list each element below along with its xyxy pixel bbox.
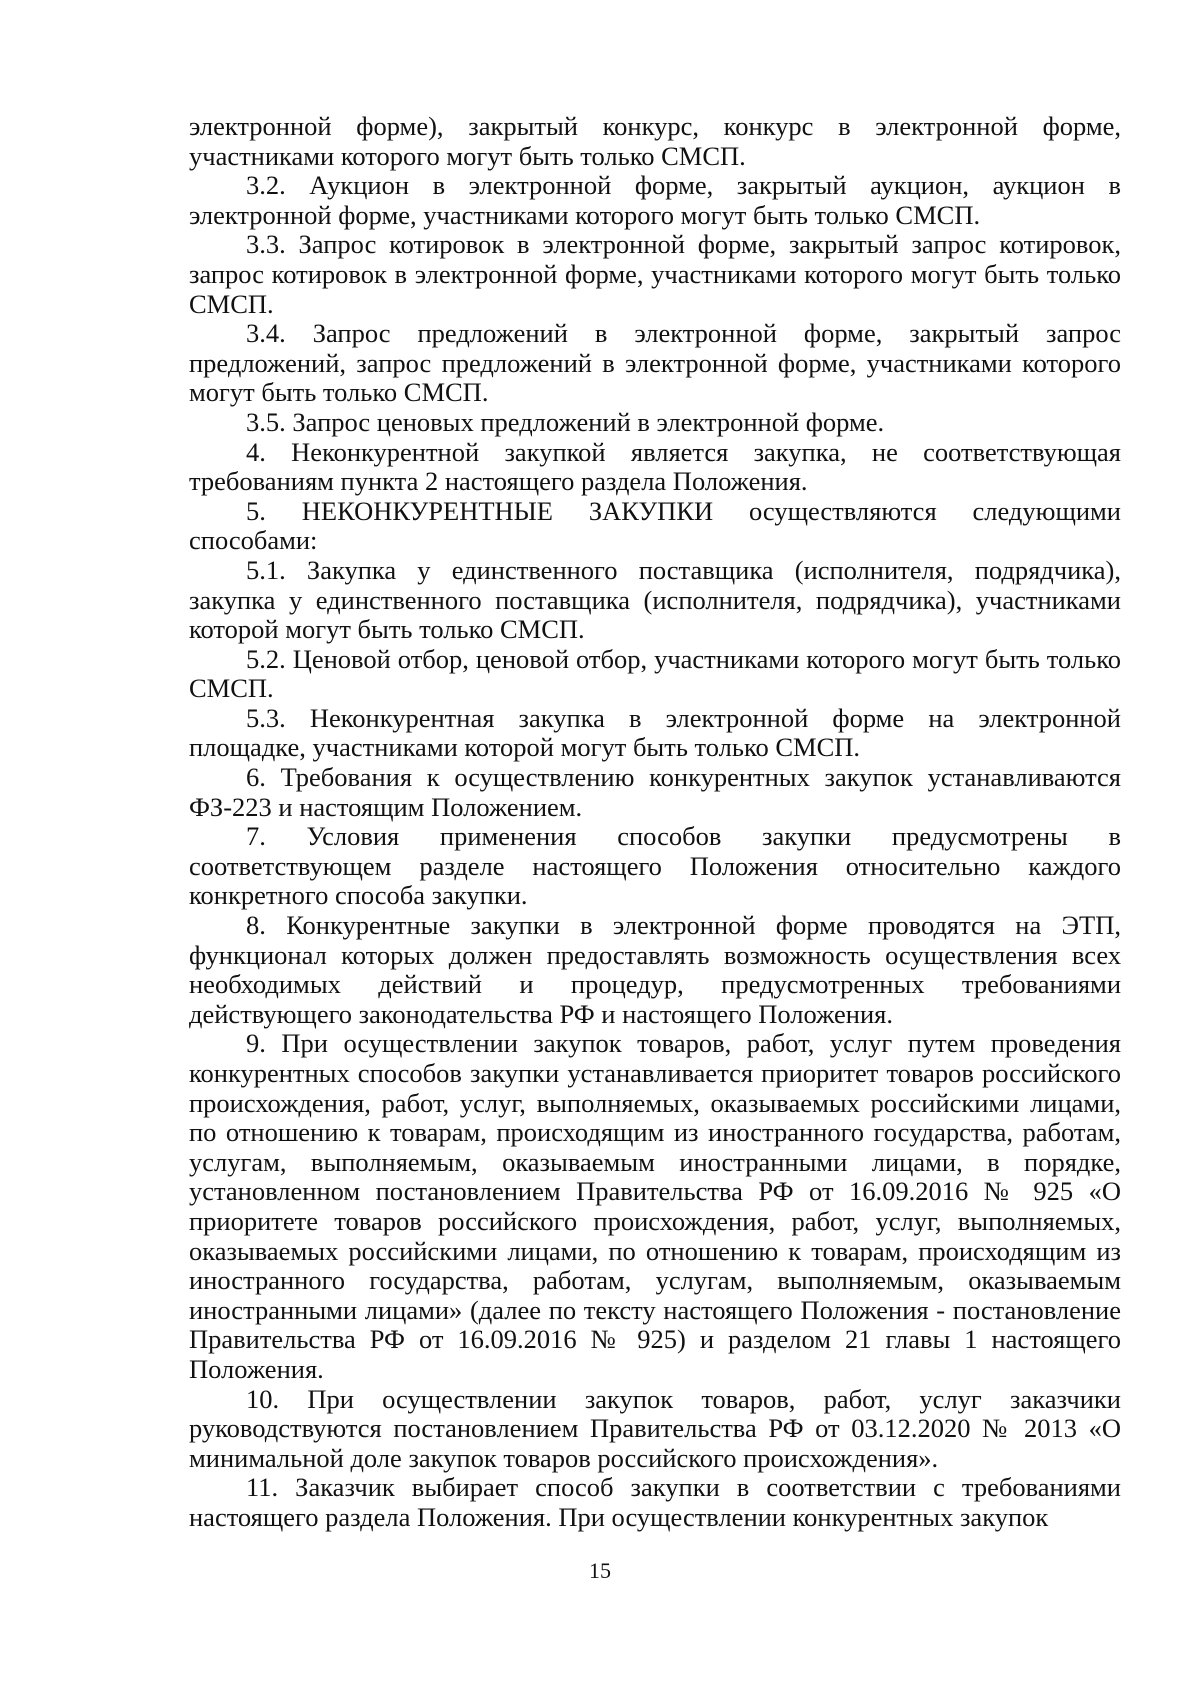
- paragraph-11: 11. Заказчик выбирает способ закупки в соответствии с требованиями настоящего раздела Положения. При осуществлении конкурентных закупок: [189, 1472, 1121, 1532]
- document-page: [189, 112, 1121, 1533]
- paragraph-9: 9. При осуществлении закупок товаров, работ, услуг путем проведения конкурентных способов закупки устанавливается приоритет товаров российского происхождения, работ, услуг, выполняемых, оказываемых российскими лицами, по отношению к товарам, происходящим из иностранного государства, работам, услугам, выполняемым, оказываемым иностранными лицами, в порядке, установленном постановлением Правительства РФ от 16.09.2016 № 925 «О приоритете товаров российского происхождения, работ, услуг, выполняемых, оказываемых российскими лицами, по отношению к товарам, происходящим из иностранного государства, работам, услугам, выполняемым, оказываемым иностранными лицами» (далее по тексту настоящего Положения - постановление Правительства РФ от 16.09.2016 № 925) и разделом 21 главы 1 настоящего Положения.: [189, 1028, 1121, 1384]
- paragraph-continuation: электронной форме), закрытый конкурс, конкурс в электронной форме, участниками которого могут быть только СМСП.: [189, 111, 1121, 171]
- paragraph-5-3: 5.3. Неконкурентная закупка в электронной форме на электронной площадке, участниками которой могут быть только СМСП.: [189, 702, 1121, 763]
- paragraph-7: 7. Условия применения способов закупки предусмотрены в соответствующем разделе настоящего Положения относительно каждого конкретного способа закупки.: [189, 821, 1121, 911]
- paragraph-3-2: 3.2. Аукцион в электронной форме, закрытый аукцион, аукцион в электронной форме, участниками которого могут быть только СМСП.: [189, 170, 1121, 230]
- paragraph-3-3: 3.3. Запрос котировок в электронной форме, закрытый запрос котировок, запрос котировок в электронной форме, участниками которого могут быть только СМСП.: [189, 229, 1121, 319]
- paragraph-5-2: 5.2. Ценовой отбор, ценовой отбор, участниками которого могут быть только СМСП.: [189, 643, 1121, 704]
- page-number: 15: [589, 1558, 611, 1583]
- paragraph-5: 5. НЕКОНКУРЕНТНЫЕ ЗАКУПКИ осуществляются следующими способами:: [189, 495, 1121, 556]
- paragraph-3-5: 3.5. Запрос ценовых предложений в электронной форме.: [246, 406, 885, 437]
- paragraph-5-1: 5.1. Закупка у единственного поставщика (исполнителя, подрядчика), закупка у единственного поставщика (исполнителя, подрядчика), участниками которой могут быть только СМСП.: [189, 554, 1121, 645]
- paragraph-6: 6. Требования к осуществлению конкурентных закупок устанавливаются ФЗ-223 и настоящим Положением.: [189, 762, 1121, 822]
- paragraph-3-4: 3.4. Запрос предложений в электронной форме, закрытый запрос предложений, запрос предложений в электронной форме, участниками которого могут быть только СМСП.: [189, 318, 1121, 408]
- paragraph-4: 4. Неконкурентной закупкой является закупка, не соответствующая требованиям пункта 2 настоящего раздела Положения.: [189, 436, 1121, 497]
- paragraph-10: 10. При осуществлении закупок товаров, работ, услуг заказчики руководствуются постановлением Правительства РФ от 03.12.2020 № 2013 «О минимальной доле закупок товаров российского происхождения».: [189, 1383, 1121, 1473]
- paragraph-8: 8. Конкурентные закупки в электронной форме проводятся на ЭТП, функционал которых должен предоставлять возможность осуществления всех необходимых действий и процедур, предусмотренных требованиями действующего законодательства РФ и настоящего Положения.: [189, 910, 1121, 1029]
